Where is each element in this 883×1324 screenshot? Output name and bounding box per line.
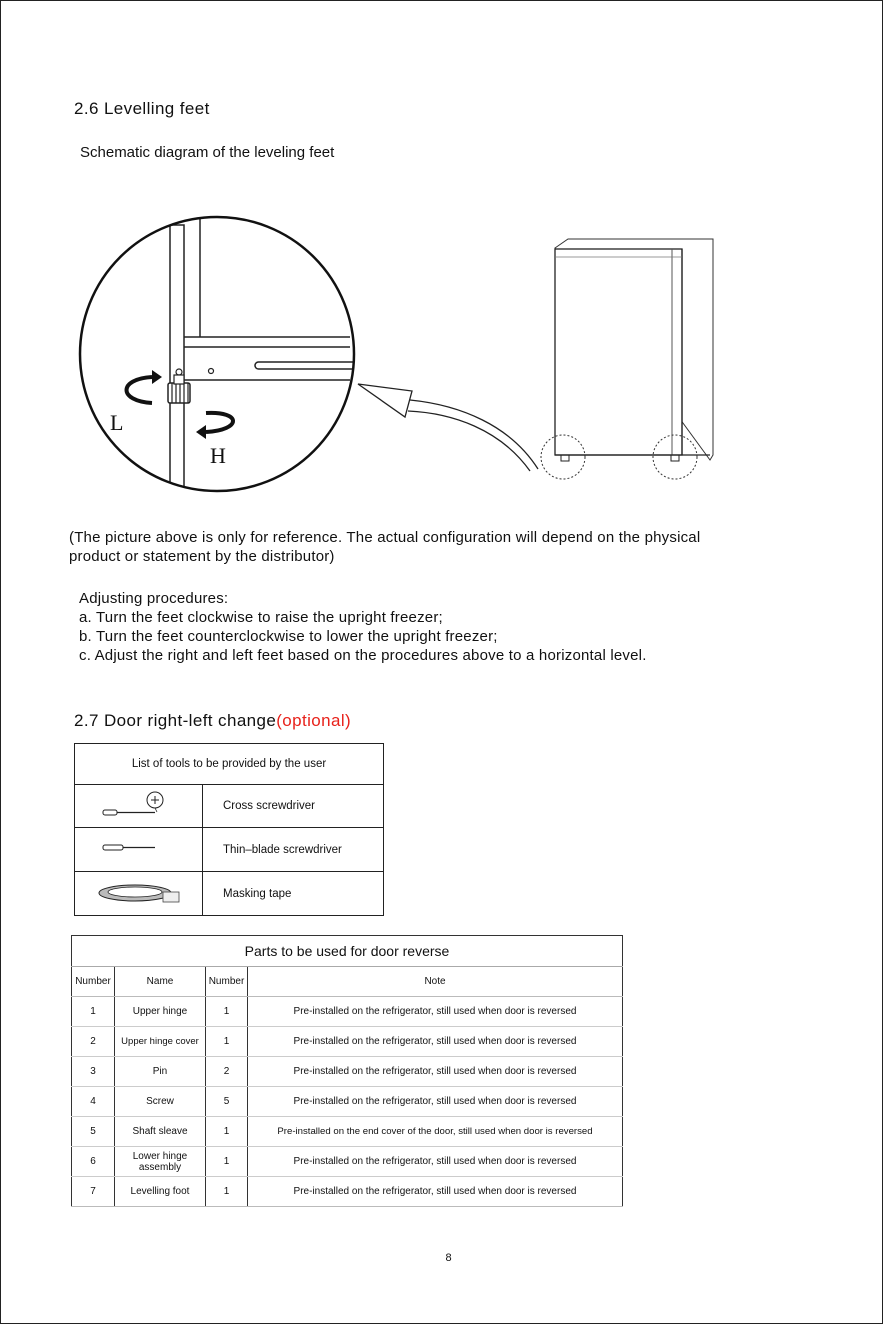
levelling-feet-diagram: [60, 215, 720, 505]
tool-name-masking-tape: Masking tape: [203, 872, 384, 916]
tools-table: [74, 743, 384, 916]
cell-number: 6: [72, 1147, 115, 1177]
reference-note: [69, 528, 829, 566]
cell-number: 7: [72, 1177, 115, 1207]
header-note: Note: [248, 967, 623, 997]
cell-number: 2: [72, 1027, 115, 1057]
parts-table-title: Parts to be used for door reverse: [72, 936, 623, 967]
cell-quantity: 2: [206, 1057, 248, 1087]
cell-name: Pin: [115, 1057, 206, 1087]
table-row: [72, 1147, 623, 1177]
table-row: [72, 1057, 623, 1087]
cell-name: Shaft sleave: [115, 1117, 206, 1147]
cell-number: 4: [72, 1087, 115, 1117]
cell-note: Pre-installed on the refrigerator, still used when door is reversed: [248, 1087, 623, 1117]
table-row: [72, 1087, 623, 1117]
cell-name: Levelling foot: [115, 1177, 206, 1207]
procedure-step-a: a. Turn the feet clockwise to raise the upright freezer;: [79, 609, 443, 626]
cell-number: 1: [72, 997, 115, 1027]
section-title-text: 2.7 Door right-left change: [74, 711, 277, 730]
cell-name: Upper hinge cover: [115, 1027, 206, 1057]
tool-name-cross-screwdriver: Cross screwdriver: [203, 785, 384, 828]
cell-note: Pre-installed on the refrigerator, still used when door is reversed: [248, 1147, 623, 1177]
header-number: Number: [72, 967, 115, 997]
table-row: [72, 1177, 623, 1207]
cell-quantity: 5: [206, 1087, 248, 1117]
procedures-heading: Adjusting procedures:: [79, 590, 229, 607]
label-l: L: [110, 410, 124, 435]
thin-blade-screwdriver-icon: [75, 828, 202, 868]
table-row: [72, 1117, 623, 1147]
cell-note: Pre-installed on the refrigerator, still used when door is reversed: [248, 1177, 623, 1207]
cell-name: Upper hinge: [115, 997, 206, 1027]
foot-closeup: [127, 215, 376, 505]
header-name: Name: [115, 967, 206, 997]
diagram-caption: Schematic diagram of the leveling feet: [80, 144, 335, 161]
cross-screwdriver-icon: [75, 785, 202, 824]
section-title-door-change: [74, 711, 351, 731]
cell-note: Pre-installed on the refrigerator, still used when door is reversed: [248, 1027, 623, 1057]
parts-table: [71, 935, 623, 1207]
reference-note-line-1: (The picture above is only for reference. The actual configuration will depend on the physical: [69, 529, 701, 546]
masking-tape-icon: [75, 872, 202, 912]
reference-note-line-2: product or statement by the distributor): [69, 548, 335, 565]
table-row: [72, 997, 623, 1027]
section-title-levelling-feet: 2.6 Levelling feet: [74, 99, 210, 118]
cell-number: 3: [72, 1057, 115, 1087]
tools-table-header: List of tools to be provided by the user: [75, 744, 384, 785]
adjusting-procedures: [79, 589, 839, 665]
parts-table-header-row: [72, 967, 623, 997]
header-quantity: Number: [206, 967, 248, 997]
freezer-illustration: [541, 239, 713, 479]
tool-image-cell: [75, 828, 203, 872]
tool-image-cell: [75, 872, 203, 916]
cell-quantity: 1: [206, 1147, 248, 1177]
label-h: H: [210, 443, 226, 468]
cell-number: 5: [72, 1117, 115, 1147]
tool-name-thin-blade-screwdriver: Thin–blade screwdriver: [203, 828, 384, 872]
tool-image-cell: [75, 785, 203, 828]
procedure-step-c: c. Adjust the right and left feet based on the procedures above to a horizontal level.: [79, 647, 647, 664]
optional-label: (optional): [276, 711, 352, 730]
procedure-step-b: b. Turn the feet counterclockwise to lower the upright freezer;: [79, 628, 498, 645]
cell-quantity: 1: [206, 1027, 248, 1057]
table-row: [72, 1027, 623, 1057]
cell-note: Pre-installed on the refrigerator, still used when door is reversed: [248, 1057, 623, 1087]
cell-quantity: 1: [206, 1177, 248, 1207]
cell-name: Lower hinge assembly: [115, 1147, 206, 1177]
cell-quantity: 1: [206, 997, 248, 1027]
cell-note: Pre-installed on the end cover of the door, still used when door is reversed: [248, 1117, 623, 1147]
cell-name: Screw: [115, 1087, 206, 1117]
page-number: 8: [445, 1252, 452, 1264]
cell-quantity: 1: [206, 1117, 248, 1147]
cell-note: Pre-installed on the refrigerator, still used when door is reversed: [248, 997, 623, 1027]
